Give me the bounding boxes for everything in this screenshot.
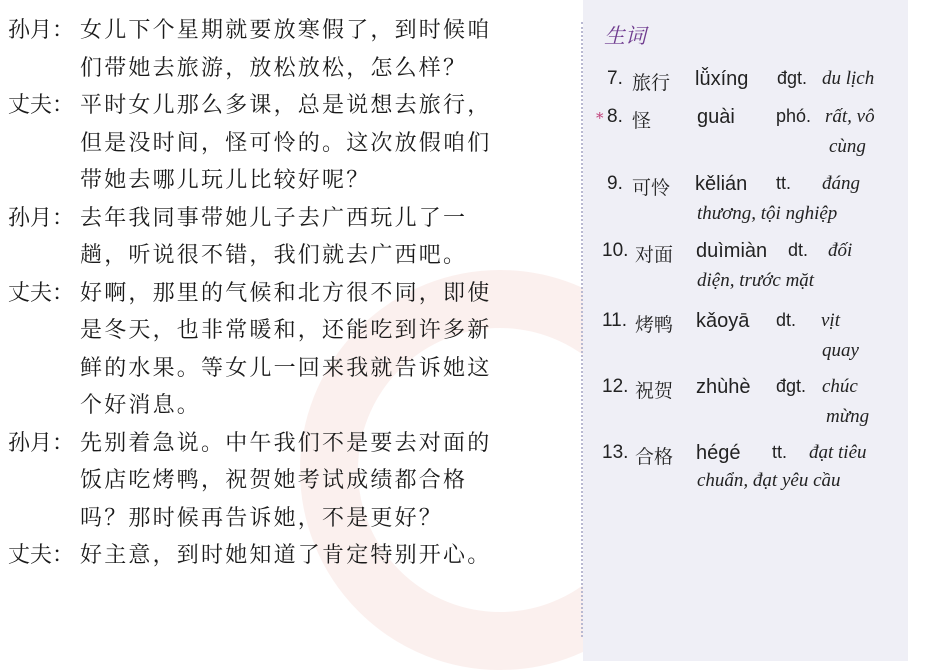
dialogue-turn (8, 87, 568, 200)
dialogue-line: 趟，听说很不错，我们就去广西吧。 (80, 243, 468, 268)
entry-hanzi: 祝贺 (635, 380, 674, 402)
speaker-name: 丈夫： (8, 280, 75, 306)
speaker-name: 孙月： (8, 205, 75, 231)
speaker-name: 丈夫： (8, 93, 75, 118)
dialogue-turn (8, 200, 568, 275)
dialogue-turn (8, 537, 568, 575)
star-icon: * (596, 109, 604, 127)
entry-pinyin: lǚxíng (695, 68, 749, 90)
dialogue-line: 饭店吃烤鸭，祝贺她考试成绩都合格 (80, 468, 468, 493)
entry-pinyin: kělián (695, 173, 748, 195)
entry-pinyin: duìmiàn (696, 240, 768, 262)
entry-meaning: đối (828, 240, 853, 261)
entry-meaning: du lịch (822, 68, 875, 89)
dialogue-line: 们带她去旅游，放松放松，怎么样？ (80, 55, 468, 81)
entry-number: 7. (607, 68, 623, 89)
entry-meaning: mừng (826, 406, 870, 427)
entry-meaning: chúc (822, 376, 858, 397)
entry-part-of-speech: dt. (788, 240, 809, 260)
entry-number: 11. (602, 310, 628, 331)
entry-meaning: quay (822, 340, 859, 361)
entry-part-of-speech: đgt. (776, 376, 807, 396)
entry-hanzi: 旅行 (632, 72, 671, 94)
entry-meaning: thương, tội nghiệp (697, 203, 838, 224)
entry-part-of-speech: đgt. (777, 68, 808, 88)
entry-hanzi: 烤鸭 (635, 314, 674, 336)
entry-meaning: cùng (829, 136, 866, 157)
entry-number: 8. (607, 106, 623, 127)
entry-hanzi: 怪 (632, 110, 652, 132)
speaker-name: 孙月： (8, 430, 75, 456)
entry-pinyin: hégé (696, 442, 741, 464)
dialogue-line: 平时女儿那么多课，总是说想去旅行， (80, 93, 492, 118)
vocabulary-panel (583, 0, 908, 661)
entry-hanzi: 合格 (635, 446, 674, 468)
dialogue-line: 是冬天，也非常暖和，还能吃到许多新 (80, 318, 492, 343)
entry-part-of-speech: phó. (776, 106, 812, 126)
entry-meaning: vịt (821, 310, 840, 331)
dialogue-line: 好啊，那里的气候和北方很不同，即使 (80, 280, 492, 306)
speaker-name: 丈夫： (8, 543, 75, 568)
entry-part-of-speech: dt. (776, 310, 797, 330)
entry-number: 12. (602, 376, 629, 397)
entry-pinyin: zhùhè (696, 376, 751, 398)
entry-pinyin: guài (697, 106, 735, 128)
dialogue-line: 去年我同事带她儿子去广西玩儿了一 (80, 205, 468, 231)
entry-hanzi: 对面 (635, 244, 674, 266)
speaker-name: 孙月： (8, 18, 75, 43)
entry-meaning: rất, vô (825, 106, 875, 127)
entry-meaning: chuẩn, đạt yêu cầu (697, 470, 841, 491)
entry-part-of-speech: tt. (776, 173, 792, 193)
entry-meaning: đạt tiêu (809, 442, 867, 463)
dialogue-line: 女儿下个星期就要放寒假了，到时候咱 (80, 18, 492, 43)
entry-number: 9. (607, 173, 623, 194)
dialogue-line: 先别着急说。中午我们不是要去对面的 (80, 430, 492, 456)
entry-hanzi: 可怜 (632, 177, 671, 199)
vocabulary-title: 生词 (604, 24, 646, 48)
entry-meaning: diện, trước mặt (697, 270, 815, 291)
dialogue-line: 鲜的水果。等女儿一回来我就告诉她这 (80, 355, 492, 381)
entry-part-of-speech: tt. (772, 442, 788, 462)
entry-number: 13. (602, 442, 629, 463)
dialogue-turn (8, 12, 568, 87)
entry-meaning: đáng (822, 173, 860, 194)
entry-pinyin: kǎoyā (696, 310, 750, 332)
dialogue-line: 好主意，到时她知道了肯定特别开心。 (80, 543, 492, 568)
dialogue-line: 但是没时间，怪可怜的。这次放假咱们 (80, 130, 492, 156)
dialogue-line: 吗？那时候再告诉她，不是更好？ (80, 505, 444, 531)
dialogue (8, 12, 568, 575)
dialogue-line: 带她去哪儿玩儿比较好呢？ (80, 168, 371, 193)
dialogue-turn (8, 275, 568, 425)
entry-number: 10. (602, 240, 629, 261)
dialogue-line: 个好消息。 (80, 393, 202, 418)
dialogue-turn (8, 425, 568, 538)
